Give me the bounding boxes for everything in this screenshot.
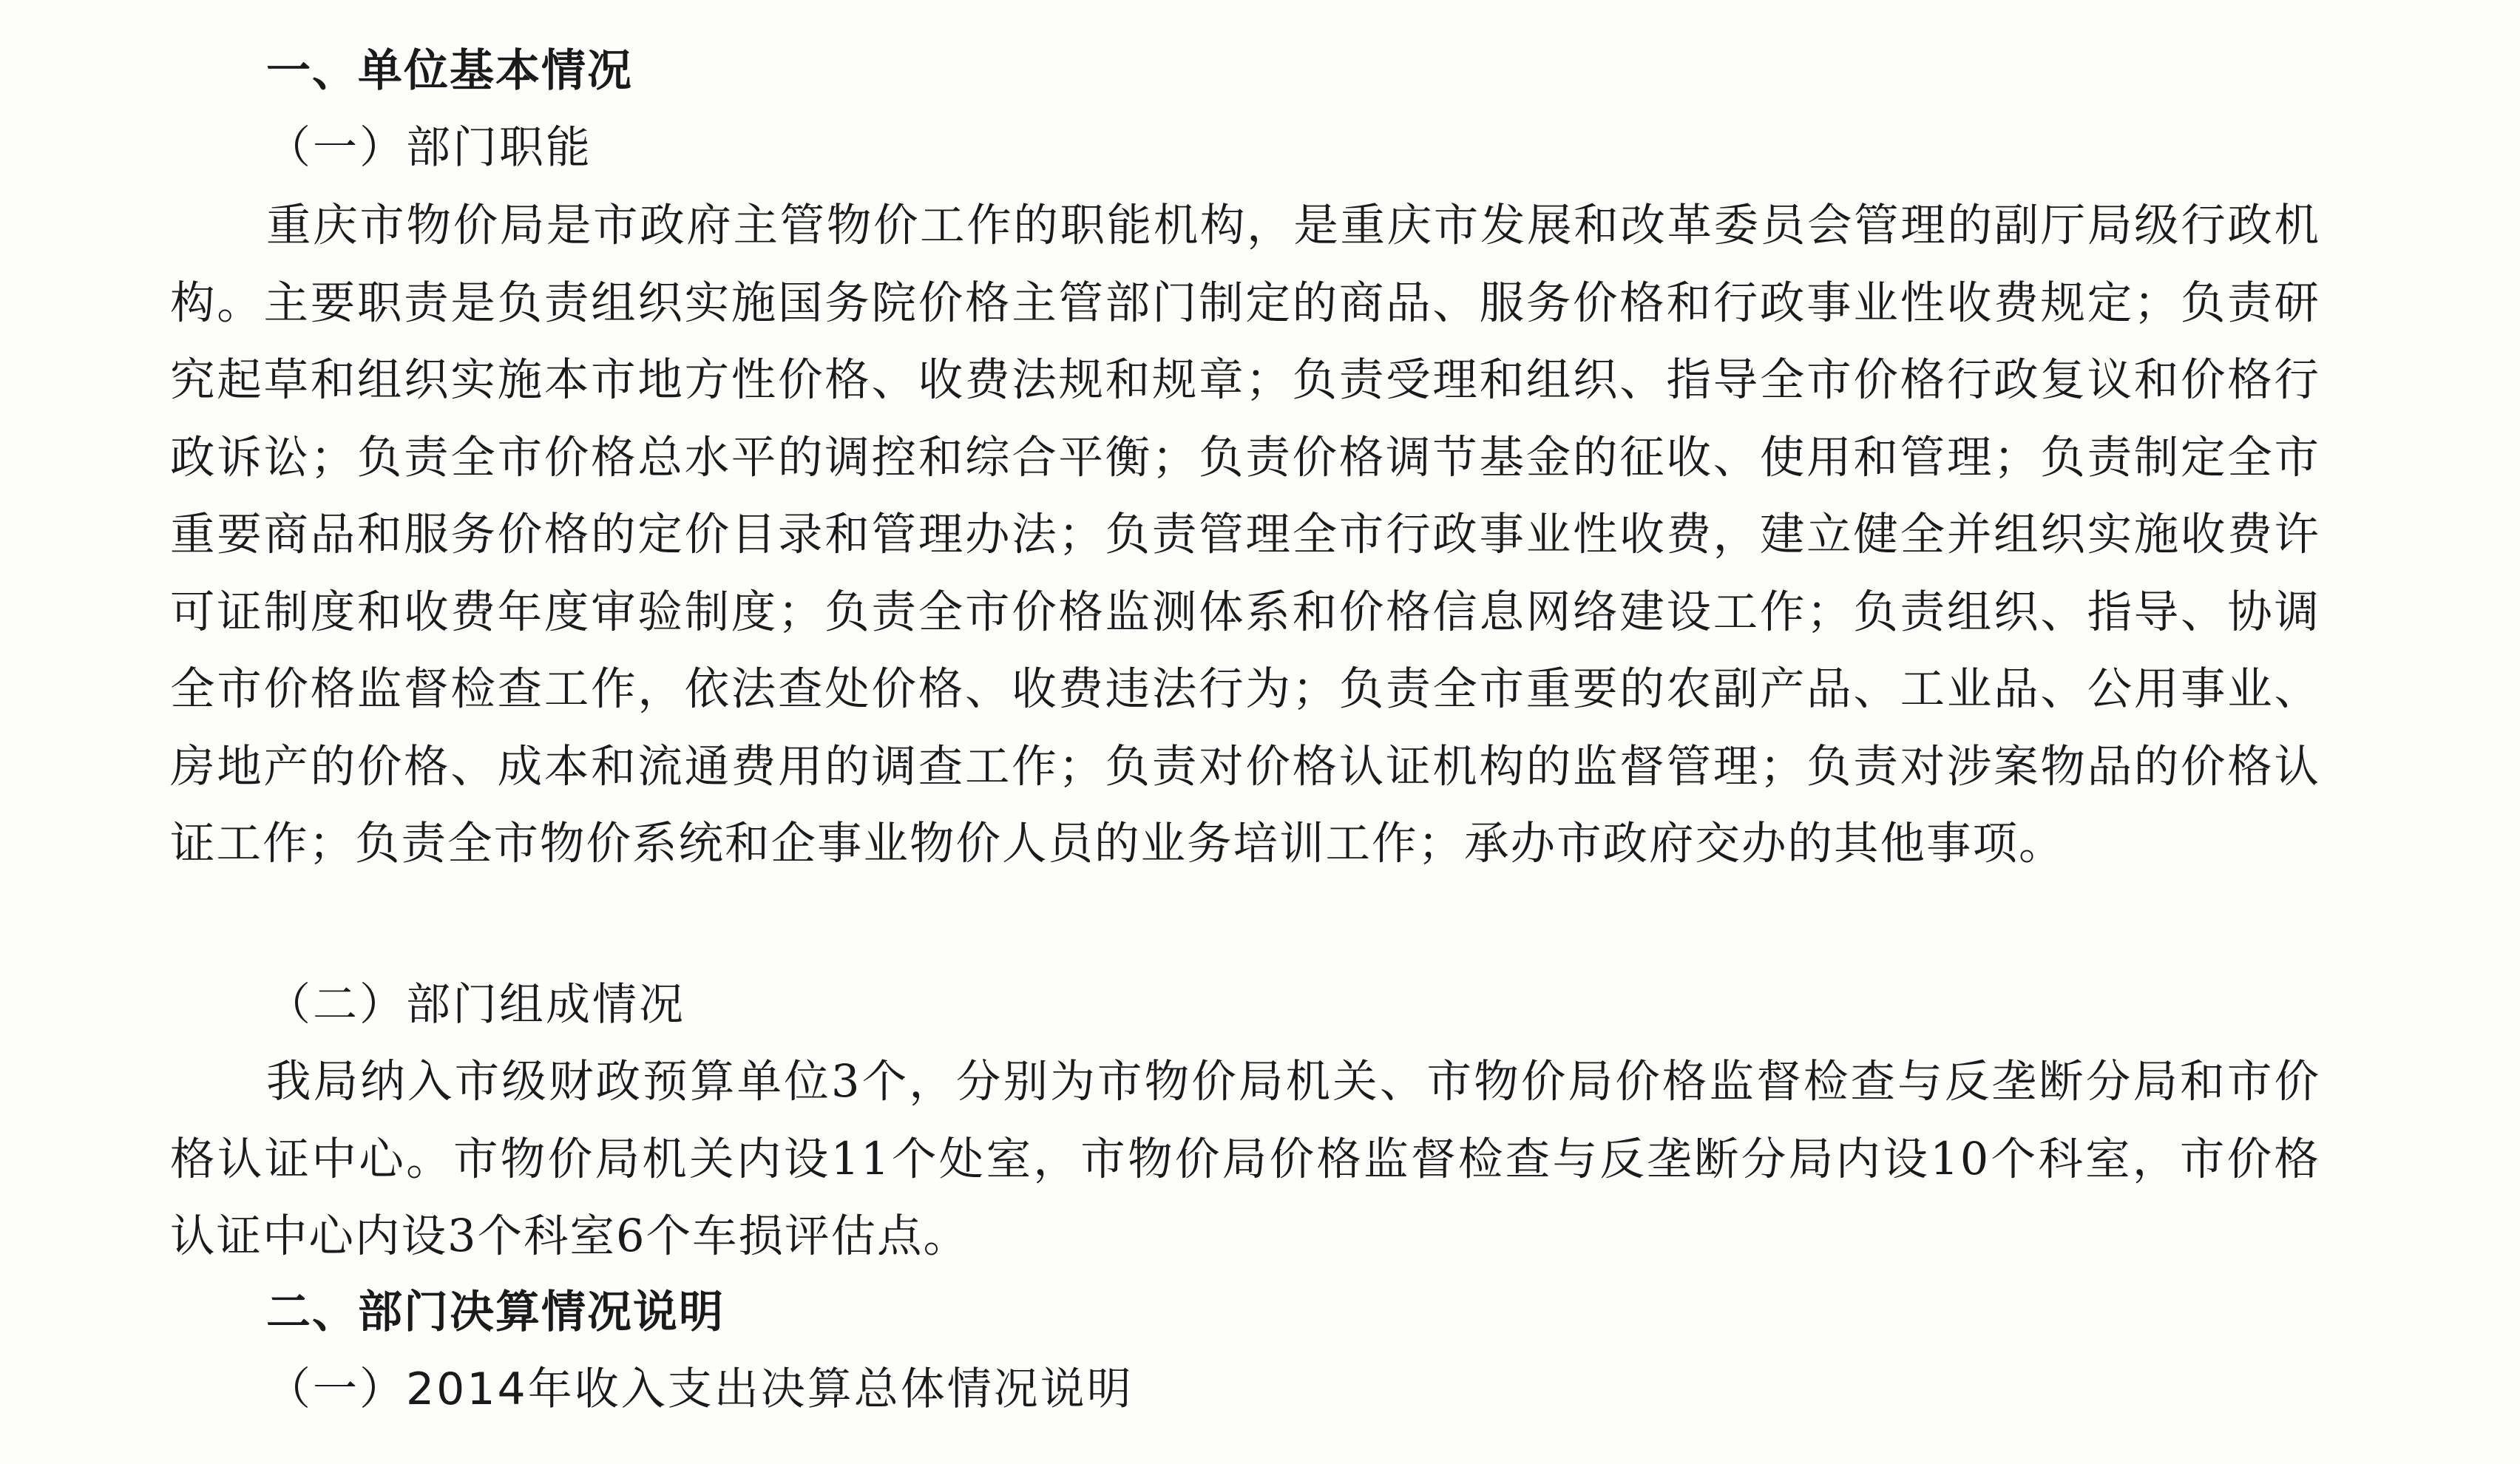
- subsection-heading-income-expenditure-overview: （一）2014年收入支出决算总体情况说明: [266, 1363, 1134, 1415]
- paragraph-department-composition: 我局纳入市级财政预算单位3个，分别为市物价局机关、市物价局价格监督检查与反垄断分局和市价格认证中心。市物价局机关内设11个处室，市物价局价格监督检查与反垄断分局内设10个科室，市价格认证中心内设3个科室6个车损评估点。: [170, 1056, 2320, 1262]
- paragraph-department-functions: 重庆市物价局是市政府主管物价工作的职能机构，是重庆市发展和改革委员会管理的副厅局级行政机构。主要职责是负责组织实施国务院价格主管部门制定的商品、服务价格和行政事业性收费规定；负责研究起草和组织实施本市地方性价格、收费法规和规章；负责受理和组织、指导全市价格行政复议和价格行政诉讼；负责全市价格总水平的调控和综合平衡；负责价格调节基金的征收、使用和管理；负责制定全市重要商品和服务价格的定价目录和管理办法；负责管理全市行政事业性收费，建立健全并组织实施收费许可证制度和收费年度审验制度；负责全市价格监测体系和价格信息网络建设工作；负责组织、指导、协调全市价格监督检查工作，依法查处价格、收费违法行为；负责全市重要的农副产品、工业品、公用事业、房地产的价格、成本和流通费用的调查工作；负责对价格认证机构的监督管理；负责对涉案物品的价格认证工作；负责全市物价系统和企事业物价人员的业务培训工作；承办市政府交办的其他事项。: [170, 200, 2320, 870]
- section-heading-unit-basic-info: 一、单位基本情况: [266, 45, 633, 97]
- section-heading-final-accounts: 二、部门决算情况说明: [266, 1287, 725, 1338]
- subsection-heading-department-functions: （一）部门职能: [266, 122, 592, 174]
- subsection-heading-department-composition: （二）部门组成情况: [266, 979, 685, 1031]
